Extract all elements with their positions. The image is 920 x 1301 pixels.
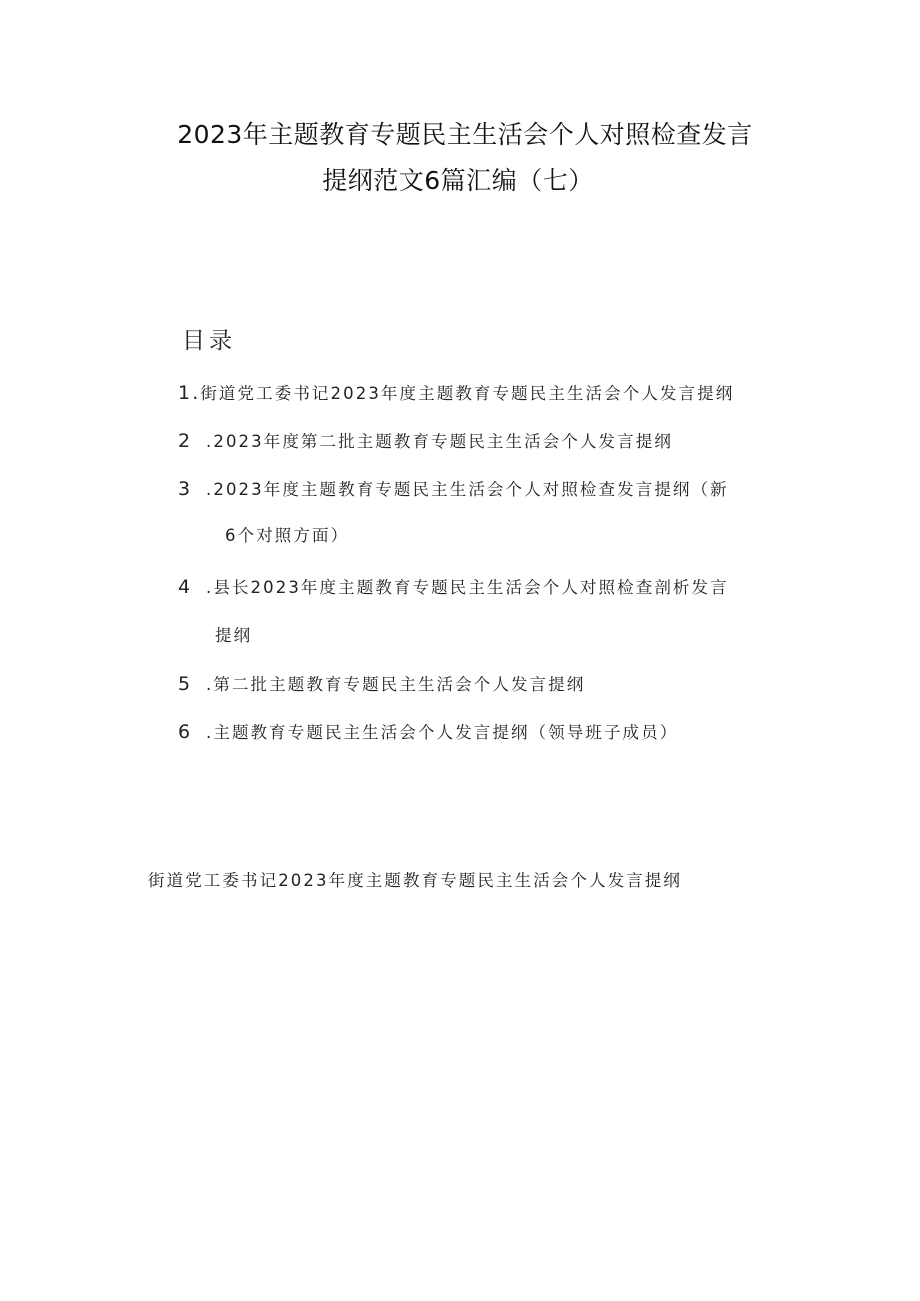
toc-item [178,564,729,611]
title-line-2: 提纲范文6篇汇编（七） [322,166,594,195]
toc-item-number: 4 [178,576,193,598]
toc-item-number: 1. [178,382,201,404]
title-line-1: 2023年主题教育专题民主生活会个人对照检查发言 [177,120,753,149]
toc-item-number: 3 [178,478,193,500]
toc-item-number: 2 [178,430,193,452]
toc-item-continuation: 提纲 [215,626,253,645]
toc-heading: 目录 [182,328,236,354]
toc-item [178,466,729,513]
toc-item-text: .主题教育专题民主生活会个人发言提纲（领导班子成员） [206,723,679,742]
toc-item-number: 5 [178,673,193,695]
toc-item-text: .2023年度主题教育专题民主生活会个人对照检查发言提纲（新 [206,480,729,499]
toc-item-text: .第二批主题教育专题民主生活会个人发言提纲 [206,675,586,694]
toc-item-number: 6 [178,721,193,743]
toc-item-continuation: 6个对照方面） [225,526,350,545]
toc-item [178,370,734,417]
toc-item-text: .2023年度第二批主题教育专题民主生活会个人发言提纲 [206,432,673,451]
section-title: 街道党工委书记2023年度主题教育专题民主生活会个人发言提纲 [148,871,682,890]
toc-item [178,709,678,756]
toc-item [178,418,673,465]
toc-item [178,661,585,708]
toc-item-text: .县长2023年度主题教育专题民主生活会个人对照检查剖析发言 [206,578,729,597]
toc-item-text: 街道党工委书记2023年度主题教育专题民主生活会个人发言提纲 [200,384,735,403]
